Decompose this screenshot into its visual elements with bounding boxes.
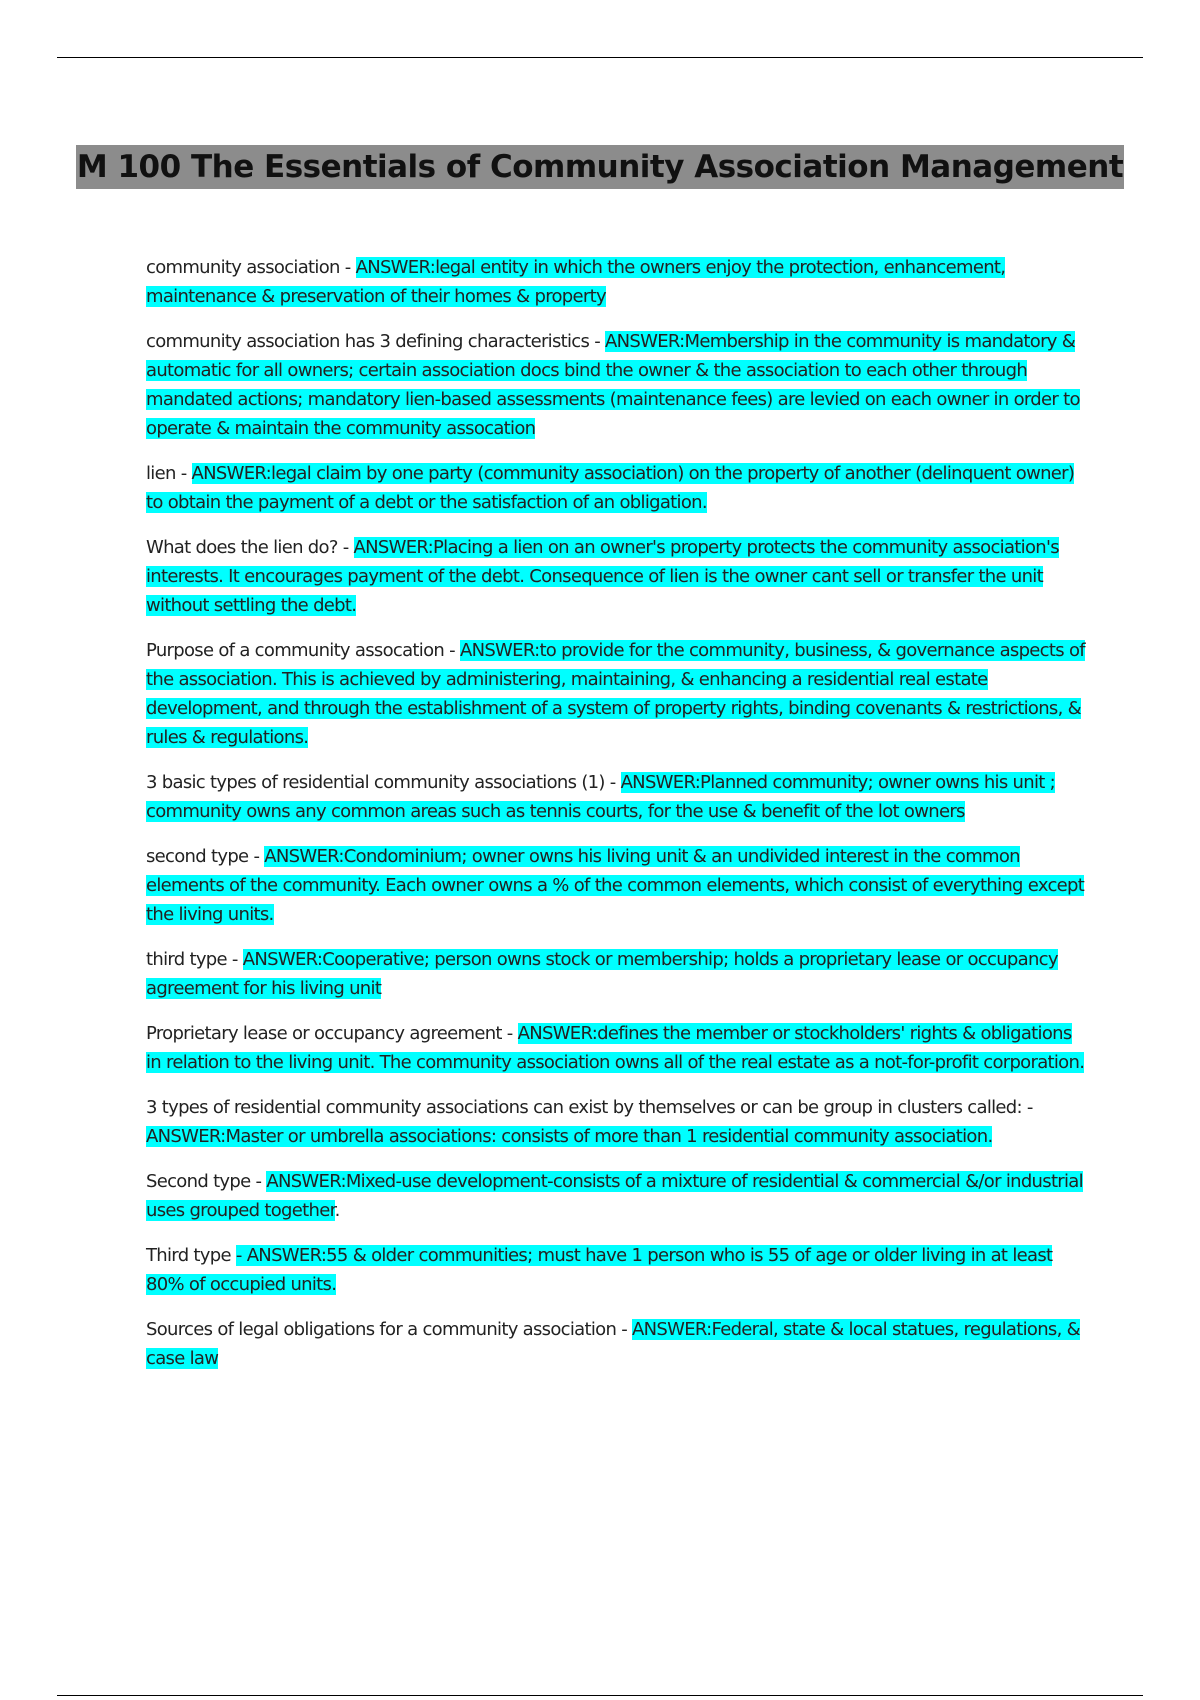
term: Sources of legal obligations for a community association -: [146, 1319, 633, 1340]
answer-highlight: ANSWER:legal claim by one party (community association) on the property of another (delinquent owner) to obtain the payment of a debt or the satisfaction of an obligation.: [146, 463, 1075, 513]
term: Purpose of a community assocation -: [146, 640, 460, 661]
document-title: M 100 The Essentials of Community Association Management: [76, 145, 1124, 189]
answer-highlight: ANSWER:to provide for the community, business, & governance aspects of the association. This is achieved by administering, maintaining, & enhancing a residential real estate development, and through the establishment of a system of property rights, binding covenants & restrictions, & rules & regulations.: [146, 640, 1085, 748]
qa-entry: [146, 945, 1090, 1003]
qa-entry: [146, 842, 1090, 929]
qa-entry: [146, 253, 1090, 311]
header-rule: [57, 57, 1143, 58]
qa-entry: [146, 1093, 1090, 1151]
answer-highlight: ANSWER:Condominium; owner owns his living unit & an undivided interest in the common elements of the community. Each owner owns a % of the common elements, which consist of everything except the living units.: [146, 846, 1085, 925]
qa-entry: [146, 327, 1090, 443]
qa-list: [146, 253, 1090, 1389]
term: 3 basic types of residential community associations (1) -: [146, 772, 621, 793]
term: What does the lien do? -: [146, 537, 354, 558]
term: Proprietary lease or occupancy agreement -: [146, 1023, 518, 1044]
term: third type -: [146, 949, 243, 970]
answer-highlight: ANSWER:Planned community; owner owns his unit ; community owns any common areas such as tennis courts, for the use & benefit of the lot owners: [146, 772, 1056, 822]
qa-entry: [146, 1315, 1090, 1373]
term: 3 types of residential community associations can exist by themselves or can be group in clusters called: -: [146, 1097, 1033, 1118]
term: second type -: [146, 846, 265, 867]
term: Third type: [146, 1245, 236, 1266]
term: Second type -: [146, 1171, 267, 1192]
answer-highlight: ANSWER:Cooperative; person owns stock or membership; holds a proprietary lease or occupancy agreement for his living unit: [146, 949, 1058, 999]
answer-highlight: ANSWER:Membership in the community is mandatory & automatic for all owners; certain association docs bind the owner & the association to each other through mandated actions; mandatory lien-based assessments (maintenance fees) are levied on each owner in order to operate & maintain the community assocation: [146, 331, 1080, 439]
footer-rule: [57, 1695, 1143, 1696]
qa-entry: [146, 459, 1090, 517]
qa-entry: [146, 533, 1090, 620]
answer-highlight: ANSWER:Master or umbrella associations: consists of more than 1 residential community association.: [146, 1126, 993, 1147]
answer-highlight: ANSWER:Mixed-use development-consists of a mixture of residential & commercial &/or industrial uses grouped together: [146, 1171, 1083, 1221]
qa-entry: [146, 636, 1090, 752]
term: community association has 3 defining characteristics -: [146, 331, 606, 352]
trail: .: [334, 1200, 340, 1221]
qa-entry: [146, 1241, 1090, 1299]
qa-entry: [146, 1167, 1090, 1225]
term: community association -: [146, 257, 356, 278]
answer-highlight: ANSWER:Federal, state & local statues, regulations, & case law: [146, 1319, 1080, 1369]
answer-highlight: - ANSWER:55 & older communities; must have 1 person who is 55 of age or older living in at least 80% of occupied units.: [146, 1245, 1053, 1295]
qa-entry: [146, 1019, 1090, 1077]
qa-entry: [146, 768, 1090, 826]
title-block: [0, 145, 1200, 189]
answer-highlight: ANSWER:legal entity in which the owners enjoy the protection, enhancement, maintenance & preservation of their homes & property: [146, 257, 1006, 307]
answer-highlight: ANSWER:Placing a lien on an owner's property protects the community association's interests. It encourages payment of the debt. Consequence of lien is the owner cant sell or transfer the unit without settling the debt.: [146, 537, 1059, 616]
answer-highlight: ANSWER:defines the member or stockholders' rights & obligations in relation to the living unit. The community association owns all of the real estate as a not-for-profit corporation.: [146, 1023, 1085, 1073]
term: lien -: [146, 463, 192, 484]
